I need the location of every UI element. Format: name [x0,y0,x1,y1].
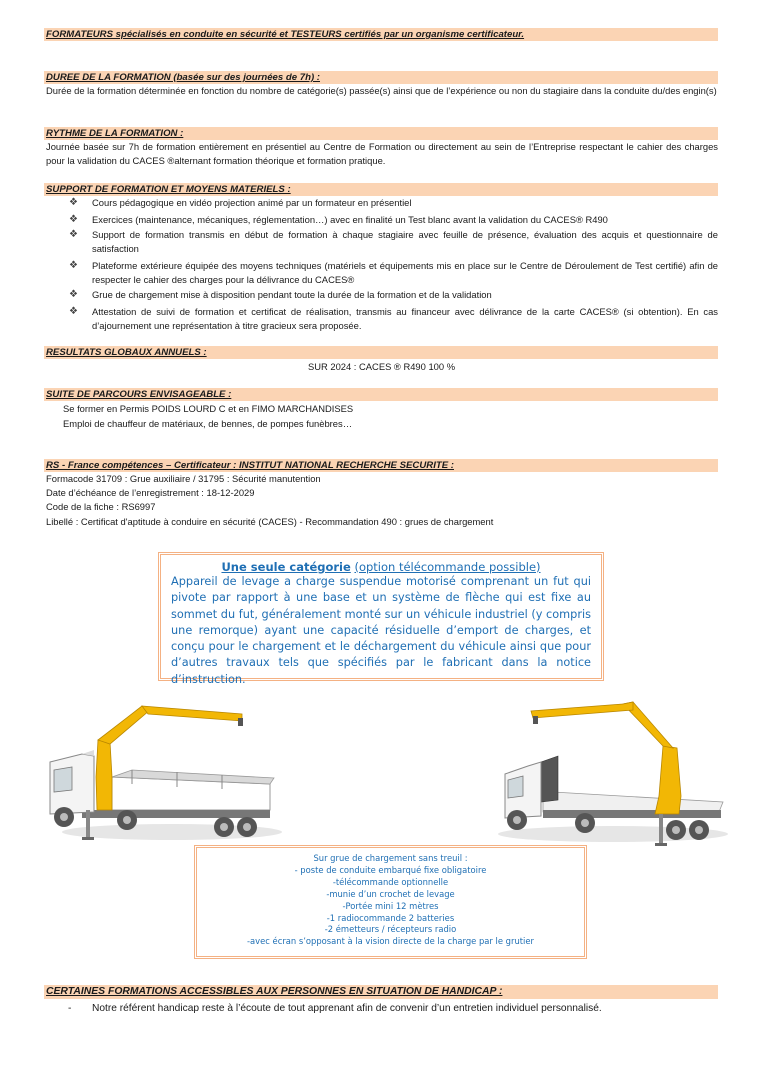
header-text: SUPPORT DE FORMATION ET MOYENS MATERIELS : [46,184,291,195]
header-text: RESULTATS GLOBAUX ANNUELS : [46,347,207,358]
header-text: FORMATEURS spécialisés en conduite en sécurité et TESTEURS certifiés par un organisme certificateur. [46,29,525,40]
support-item: ❖ Plateforme extérieure équipée des moyens techniques (matériels et équipements mis en place sur le Centre de Déroulement de Test certifié) afin de respecter le cahier des charges pour la délivrance du CACES® [69,260,718,285]
crane-specs-box [194,845,587,959]
handicap-text: Notre référent handicap reste à l’écoute de tout apprenant afin de convenir d’un entretien individuel personnalisé. [92,1003,602,1014]
section-header-rs [44,459,718,472]
header-text: CERTAINES FORMATIONS ACCESSIBLES AUX PERSONNES EN SITUATION DE HANDICAP : [46,986,503,997]
truck-crane-right-illustration [483,692,738,850]
categorie-description-box [158,552,604,686]
resultats-text: SUR 2024 : CACES ® R490 100 % [307,361,456,372]
spec-line: -Portée mini 12 mètres [342,900,439,911]
section-header-rythme [44,127,718,140]
spec-line: -1 radiocommande 2 batteries [326,912,455,923]
header-text: RS - France compétences – Certificateur : INSTITUT NATIONAL RECHERCHE SECURITE : [46,460,454,471]
diamond-bullet-icon: ❖ [69,289,78,300]
categorie-title [171,561,591,574]
spec-line: -avec écran s’opposant à la vision directe de la charge par le grutier [247,936,534,947]
support-item: ❖ Grue de chargement mise à disposition pendant toute la durée de la formation et de la validation [69,289,492,300]
diamond-bullet-icon: ❖ [69,260,78,271]
support-item: ❖ Exercices (maintenance, mécaniques, réglementation…) avec en finalité un Test blanc avant la validation du CACES® R490 [69,214,608,225]
section-header-resultats [44,346,718,359]
header-text: DUREE DE LA FORMATION (basée sur des journées de 7h) : [46,72,320,83]
support-item: ❖ Attestation de suivi de formation et certificat de réalisation, transmis au financeur avec délivrance de la carte CACES® (si obtention). En cas d’ajournement une représentation à titre gracieux sera proposée. [69,306,718,331]
section-header-support [44,183,718,196]
duree-text: Durée de la formation déterminée en fonction du nombre de catégorie(s) passée(s) ainsi que de l’expérience ou non du stagiaire dans la conduite du/des engin(s) [46,85,717,96]
suite-line: Emploi de chauffeur de matériaux, de bennes, de pompes funèbres… [63,418,353,429]
diamond-bullet-icon: ❖ [69,214,78,225]
section-header-suite [44,388,718,401]
spec-line: -2 émetteurs / récepteurs radio [324,924,457,935]
section-header-handicap [44,985,718,999]
diamond-bullet-icon: ❖ [69,306,78,317]
rs-line: Formacode 31709 : Grue auxiliaire / 31795 : Sécurité manutention [46,473,321,484]
header-text: RYTHME DE LA FORMATION : [46,128,184,139]
support-item: ❖ Support de formation transmis en début de formation à chaque stagiaire avec feuille de présence, évaluation des acquis et questionnaire de satisfaction [69,229,718,254]
diamond-bullet-icon: ❖ [69,197,78,208]
categorie-title-bold: Une seule catégorie [221,560,351,574]
section-header-duree [44,71,718,84]
categorie-body: Appareil de levage a charge suspendue motorisé comprenant un fut qui pivote par rapport à une base et un système de flèche qui est fixe au sommet du fut, généralement monté sur un véhicule industriel (y compris une remorque) ayant une capacité résiduelle d’emport de charges, et conçu pour le chargement et le déchargement du véhicule ainsi que pour d’autres travaux tels que spécifiés par le fabricant dans la notice d’instruction. [171,575,591,686]
spec-line: - poste de conduite embarqué fixe obligatoire [294,864,487,875]
diamond-bullet-icon: ❖ [69,229,78,240]
rythme-text: Journée basée sur 7h de formation entièrement en présentiel au Centre de Formation ou directement au sein de l’Entreprise respectant le cahier des charges pour la validation du CACES ®alternant formation théorique et formation pratique. [46,141,718,166]
truck-crane-left-illustration [42,692,287,847]
support-item: ❖ Cours pédagogique en vidéo projection animé par un formateur en présentiel [69,197,412,208]
rs-line: Libellé : Certificat d'aptitude à conduire en sécurité (CACES) - Recommandation 490 : grues de chargement [46,516,494,527]
dash-bullet-icon: - [68,1003,72,1014]
spec-line: Sur grue de chargement sans treuil : [313,853,468,863]
categorie-title-option: (option télécommande possible) [354,560,541,574]
rs-line: Date d’échéance de l’enregistrement : 18-12-2029 [46,487,255,498]
spec-line: -munie d’un crochet de levage [326,888,455,899]
header-text: SUITE DE PARCOURS ENVISAGEABLE : [46,389,232,400]
rs-line: Code de la fiche : RS6997 [46,501,156,512]
section-header-formateurs [44,28,718,41]
spec-line: -télécommande optionnelle [332,876,449,887]
suite-line: Se former en Permis POIDS LOURD C et en FIMO MARCHANDISES [63,403,354,414]
